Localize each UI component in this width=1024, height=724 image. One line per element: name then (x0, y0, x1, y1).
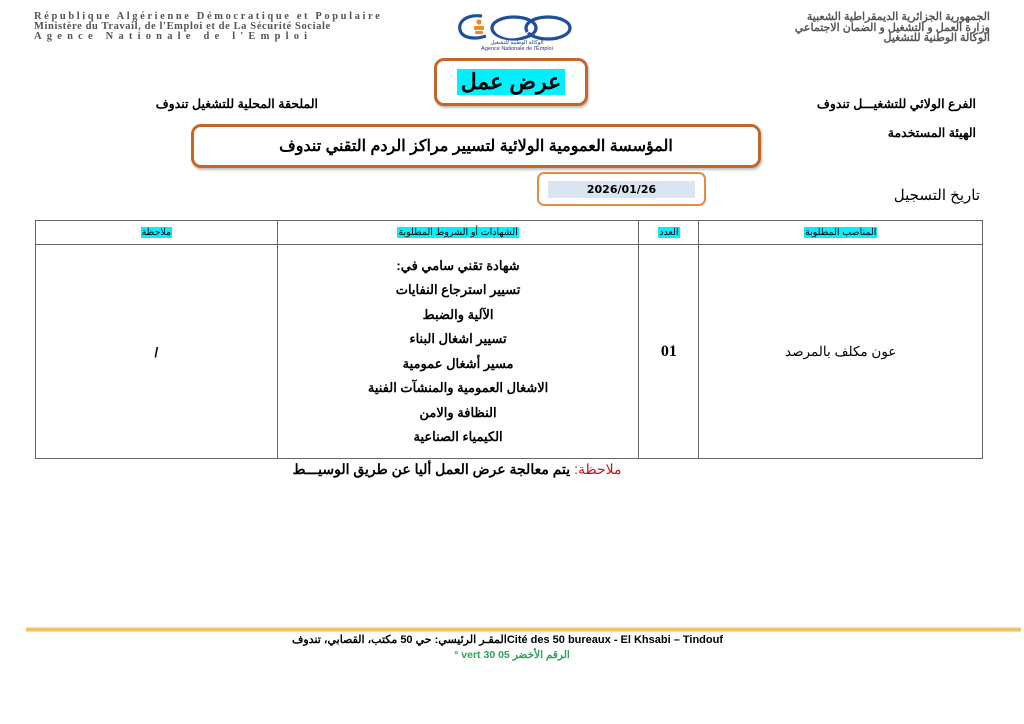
table-row (36, 245, 983, 459)
employer-label: الهيئة المستخدمة (887, 126, 976, 140)
header-ar-line-3: الوكالة الوطنية للتشغيل (883, 32, 990, 44)
note-text: يتم معالجة عرض العمل أليا عن طريق الوسيـــط (292, 461, 575, 477)
header-requirements-label: الشهادات أو الشروط المطلوبة (398, 227, 518, 238)
logo-caption-ar: الوكالة الوطنية للتشغيل (490, 40, 544, 46)
requirements-list (278, 254, 639, 450)
logo-caption-fr: Agence Nationale de l'Emploi (481, 46, 553, 52)
footer-divider (26, 627, 1021, 632)
header-fr-line-1: République Algérienne Démocratique et Populaire (34, 11, 383, 22)
requirement-item: تسيير استرجاع النفايات (395, 282, 521, 297)
logo-caption (452, 40, 582, 52)
requirement-item: الكيمياء الصناعية (413, 429, 503, 444)
requirement-item: مسير أشغال عمومية (402, 355, 514, 371)
header-post (699, 221, 983, 245)
header-count-label: العدد (659, 227, 679, 238)
processing-note (0, 461, 1024, 478)
header-fr-line-3: Agence Nationale de l'Emploi (34, 31, 313, 42)
job-offer-table (35, 220, 983, 459)
requirement-item: تسيير اشغال البناء (409, 331, 507, 346)
requirement-item: شهادة تقني سامي في: (396, 257, 520, 273)
header-note-label: ملاحظة (141, 227, 172, 238)
cell-note: / (36, 245, 278, 459)
requirement-item: النظافة والامن (419, 404, 497, 420)
header-note (36, 221, 278, 245)
requirement-item: الآلية والضبط (422, 306, 494, 322)
table-header-row (36, 221, 983, 245)
header-ar-line-2: وزارة العمل و التشغيل و الضمان الاجتماعي (794, 21, 990, 34)
note-label: ملاحظة: (574, 461, 622, 477)
registration-date: 2026/01/26 (548, 181, 695, 198)
wilaya-branch: الفرع الولائي للتشغيـــل تندوف (816, 97, 976, 111)
registration-date-label: تاريخ التسجيل (893, 187, 980, 204)
registration-date-frame (537, 172, 706, 206)
cell-requirements (277, 245, 639, 459)
header-fr-line-2: Ministère du Travail, de l'Emploi et de La Sécurité Sociale (34, 21, 331, 32)
employer-frame (191, 124, 761, 168)
header-french (34, 12, 424, 42)
footer-address-fr: Cité des 50 bureaux - El Khsabi – Tindouf (506, 634, 724, 646)
footer-green-number: الرقم الأخضر 05 30 vert ° (454, 649, 570, 661)
cell-post: عون مكلف بالمرصد (699, 245, 983, 459)
header-post-label: المناصب المطلوبة (804, 227, 877, 238)
document-title-frame (434, 58, 588, 106)
requirement-item: الاشغال العمومية والمنشآت الفنية (367, 380, 549, 395)
footer-address-ar: المقـر الرئيسي: حي 50 مكتب، القصابي، تندوف (291, 634, 507, 646)
header-ar-line-1: الجمهورية الجزائرية الديمقراطية الشعبية (806, 11, 990, 23)
cell-count: 01 (639, 245, 699, 459)
employer-name: المؤسسة العمومية الولائية لتسيير مراكز الردم التقني تندوف (279, 138, 673, 155)
header-arabic (590, 12, 990, 44)
header-requirements (277, 221, 639, 245)
header-count (639, 221, 699, 245)
footer-address (0, 633, 1024, 646)
local-agency: الملحقة المحلية للتشغيل تندوف (155, 97, 318, 111)
document-title: عرض عمل (457, 69, 565, 95)
